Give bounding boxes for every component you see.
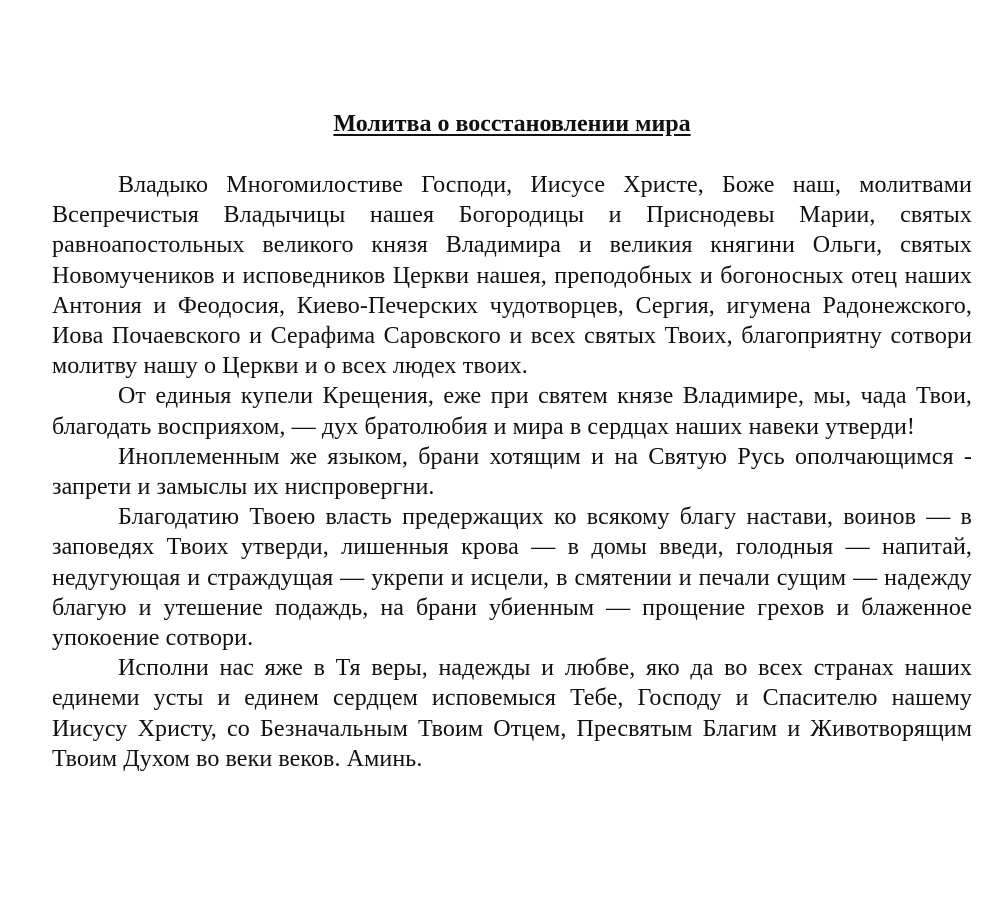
prayer-document	[52, 108, 972, 774]
paragraph-foreign-nations: Иноплеменным же языком, брани хотящим и на Святую Русь ополчающимся - запрети и замыслы их ниспровергни.	[52, 443, 972, 501]
paragraph-baptism: От единыя купели Крещения, еже при святем князе Владимире, мы, чада Твои, благодать восприяхом, — дух братолюбия и мира в сердцах наших навеки утверди!	[52, 383, 972, 440]
paragraph-grace: Благодатию Твоею власть предержащих ко всякому благу настави, воинов — в заповедях Твоих утверди, лишенныя крова — в домы введи, голодныя — напитай, недугующая и страждущая — укрепи и исцели, в смятении и печали сущим — надежду благую и утешение подаждь, на брани убиенным — прощение грехов и блаженное упокоение сотвори.	[52, 504, 972, 652]
paragraph-invocation: Владыко Многомилостиве Господи, Иисусе Христе, Боже наш, молитвами Всепречистыя Владычицы нашея Богородицы и Приснодевы Марии, святых равноапостольных великого князя Владимира и великия княгини Ольги, святых Новомучеников и исповедников Церкви нашея, преподобных и богоносных отец наших Антония и Феодосия, Киево-Печерских чудотворцев, Сергия, игумена Радонежского, Иова Почаевского и Серафима Саровского и всех святых Твоих, благоприятну сотвори молитву нашу о Церкви и о всех людех твоих.	[52, 172, 972, 380]
document-title: Молитва о восстановлении мира	[333, 111, 691, 137]
paragraph-closing-amen: Исполни нас яже в Тя веры, надежды и любве, яко да во всех странах наших единеми усты и единем сердцем исповемыся Тебе, Господу и Спасителю нашему Иисусу Христу, со Безначальным Твоим Отцем, Пресвятым Благим и Животворящим Твоим Духом во веки веков. Аминь.	[52, 655, 972, 772]
